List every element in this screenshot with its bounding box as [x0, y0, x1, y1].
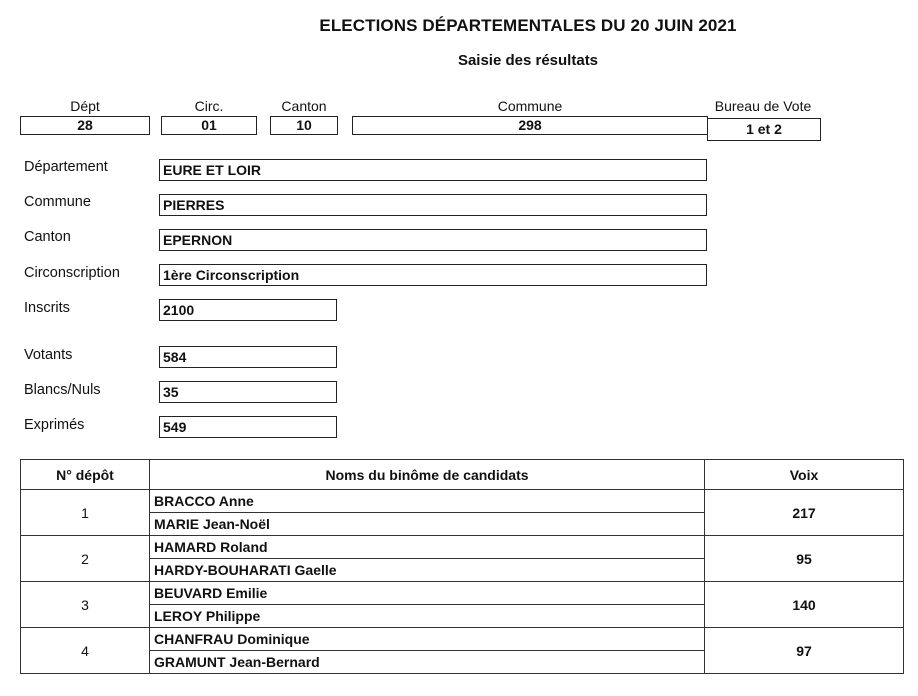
document-subtitle: Saisie des résultats [457, 52, 599, 69]
depot-cell: 1 [21, 490, 150, 536]
candidate-name: BEUVARD Emilie [150, 582, 704, 605]
circonscription-field: 1ère Circonscription [159, 264, 707, 286]
exprimes-field: 549 [159, 416, 337, 438]
table-row [21, 536, 904, 582]
blancs-nuls-field: 35 [159, 381, 337, 403]
commune-code-label: Commune [497, 98, 563, 114]
depot-cell: 3 [21, 582, 150, 628]
candidate-name: BRACCO Anne [150, 490, 704, 513]
names-cell [150, 628, 705, 674]
col-noms-header: Noms du binôme de candidats [150, 460, 705, 490]
blancs-nuls-label: Blancs/Nuls [24, 382, 101, 398]
circonscription-label: Circonscription [24, 265, 120, 281]
exprimes-label: Exprimés [24, 417, 85, 433]
canton-label: Canton [24, 229, 71, 245]
document-title: ELECTIONS DÉPARTEMENTALES DU 20 JUIN 2021 [319, 16, 737, 35]
names-cell [150, 490, 705, 536]
candidate-name: LEROY Philippe [154, 608, 261, 624]
canton-field: EPERNON [159, 229, 707, 251]
circ-value: 01 [161, 116, 257, 135]
departement-field: EURE ET LOIR [159, 159, 707, 181]
table-header-row [21, 460, 904, 490]
names-cell [150, 536, 705, 582]
table-row [21, 582, 904, 628]
voix-cell: 95 [705, 536, 904, 582]
bureau-label: Bureau de Vote [714, 98, 812, 114]
commune-code-value: 298 [352, 116, 708, 135]
names-cell [150, 582, 705, 628]
voix-cell: 217 [705, 490, 904, 536]
dept-label: Dépt [70, 98, 100, 114]
candidate-name: HAMARD Roland [150, 536, 704, 559]
bureau-value: 1 et 2 [707, 118, 821, 141]
candidate-name: MARIE Jean-Noël [154, 516, 270, 532]
commune-label: Commune [24, 194, 91, 210]
results-table [20, 459, 904, 674]
depot-cell: 2 [21, 536, 150, 582]
inscrits-label: Inscrits [24, 300, 70, 316]
canton-code-value: 10 [270, 116, 338, 135]
depot-cell: 4 [21, 628, 150, 674]
departement-label: Département [24, 159, 108, 175]
voix-cell: 97 [705, 628, 904, 674]
col-voix-header: Voix [705, 460, 904, 490]
table-row [21, 628, 904, 674]
inscrits-field: 2100 [159, 299, 337, 321]
canton-code-label: Canton [281, 98, 327, 114]
table-row [21, 490, 904, 536]
col-depot-header: N° dépôt [21, 460, 150, 490]
circ-label: Circ. [194, 98, 224, 114]
votants-field: 584 [159, 346, 337, 368]
voix-cell: 140 [705, 582, 904, 628]
dept-value: 28 [20, 116, 150, 135]
candidate-name: HARDY-BOUHARATI Gaelle [154, 562, 337, 578]
votants-label: Votants [24, 347, 73, 363]
commune-field: PIERRES [159, 194, 707, 216]
candidate-name: CHANFRAU Dominique [150, 628, 704, 651]
candidate-name: GRAMUNT Jean-Bernard [154, 654, 320, 670]
